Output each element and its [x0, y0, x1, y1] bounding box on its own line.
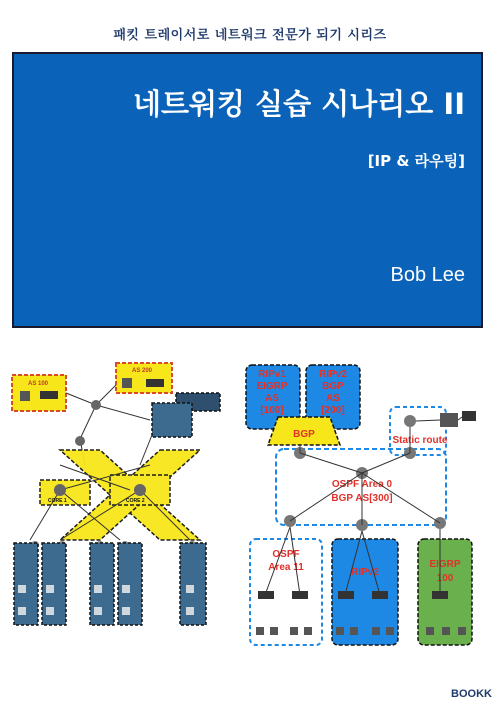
as200-label: AS 200: [132, 368, 153, 374]
network-diagrams: [0, 345, 500, 675]
phone-icon: [462, 411, 476, 421]
router-icon: [91, 400, 101, 410]
switch-icon: [146, 379, 164, 387]
router-icon: [75, 436, 85, 446]
router-icon: [122, 378, 132, 388]
router-icon: [404, 415, 416, 427]
static-route-label: Static route: [392, 435, 448, 446]
author-name: Bob Lee: [390, 264, 465, 286]
left-network-diagram: [12, 363, 220, 625]
core1-label: CORE 1: [48, 498, 67, 504]
book-subtitle: [IP & 라우팅]: [367, 152, 465, 170]
bgp-label: BGP: [293, 429, 315, 440]
router-icon: [20, 391, 30, 401]
publisher-logo: BOOKK: [451, 688, 492, 700]
ripv2-label: RIPv2: [351, 567, 379, 578]
ripv1-eigrp-label: RIPv1 EIGRP AS [100]: [256, 369, 288, 416]
cover-panel: [12, 52, 483, 328]
as100-label: AS 100: [28, 381, 49, 387]
eigrp-label: EIGRP 100: [429, 559, 461, 584]
ospf-area11-label: OSPF Area 11: [268, 549, 304, 573]
series-title: 패킷 트레이서로 네트워크 전문가 되기 시리즈: [113, 28, 387, 43]
core2-label: CORE 2: [126, 498, 145, 504]
static-route-area: [390, 407, 446, 455]
core2-switch: [134, 484, 146, 496]
book-title: 네트워킹 실습 시나리오 II: [132, 87, 465, 121]
switch-icon: [40, 391, 58, 399]
ripv2-bgp-label: RIPv2 BGP AS [200]: [319, 369, 347, 416]
pc-icon: [440, 413, 458, 427]
server-box: [152, 403, 192, 437]
right-network-diagram: [246, 365, 476, 645]
core1-switch: [54, 484, 66, 496]
ospf-area0-label: OSPF Area 0 BGP AS[300]: [331, 479, 393, 504]
